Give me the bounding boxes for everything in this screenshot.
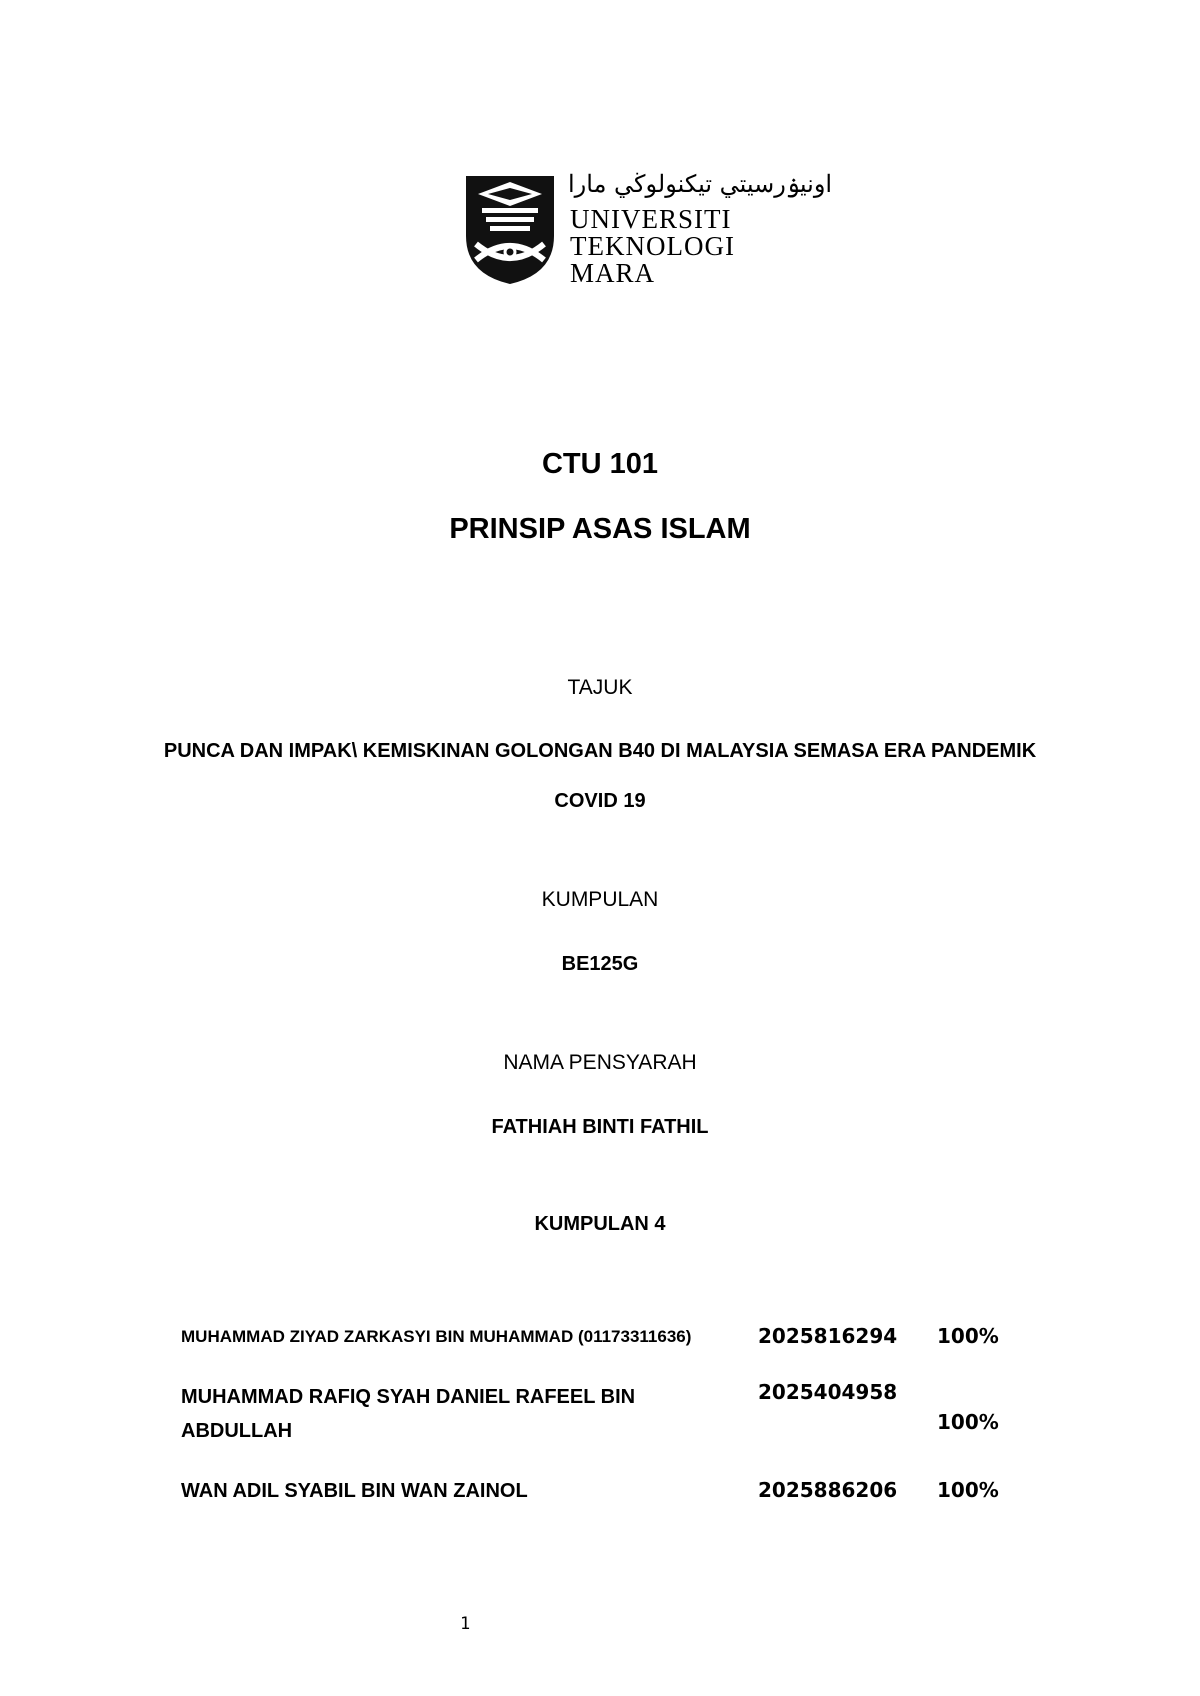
member-id: 2025404958 [758, 1380, 898, 1404]
member-id: 2025816294 [758, 1324, 898, 1348]
pensyarah-value: FATHIAH BINTI FATHIL [491, 1116, 709, 1138]
title-line-2: COVID 19 [554, 790, 646, 812]
member-id: 2025886206 [758, 1478, 898, 1502]
page-number: 1 [460, 1614, 471, 1634]
logo-line-teknologi: TEKNOLOGI [570, 231, 735, 261]
uitm-crest-icon [462, 174, 558, 286]
course-code: CTU 101 [541, 448, 659, 480]
logo-line-universiti: UNIVERSITI [570, 204, 732, 234]
title-line-1: PUNCA DAN IMPAK\ KEMISKINAN GOLONGAN B40 DI MALAYSIA SEMASA ERA PANDEMIK [163, 740, 1037, 762]
course-name: PRINSIP ASAS ISLAM [449, 513, 751, 545]
member-name: MUHAMMAD RAFIQ SYAH DANIEL RAFEEL BIN ABDULLAH [181, 1386, 636, 1442]
kumpulan-label: KUMPULAN [541, 888, 659, 911]
tajuk-label: TAJUK [567, 676, 633, 699]
pensyarah-label: NAMA PENSYARAH [503, 1051, 697, 1074]
kumpulan-value: BE125G [561, 953, 639, 975]
member-contribution: 100% [937, 1478, 999, 1502]
logo-line-mara: MARA [570, 258, 656, 288]
member-name: WAN ADIL SYABIL BIN WAN ZAINOL [181, 1480, 528, 1502]
university-logo [462, 170, 833, 290]
member-name: MUHAMMAD ZIYAD ZARKASYI BIN MUHAMMAD (01173311636) [181, 1327, 692, 1346]
group-number: KUMPULAN 4 [534, 1213, 666, 1235]
member-contribution: 100% [937, 1410, 999, 1434]
member-contribution: 100% [937, 1324, 999, 1348]
logo-jawi-text: اونيۏرسيتي تيكنولوڬي مارا [568, 170, 833, 198]
